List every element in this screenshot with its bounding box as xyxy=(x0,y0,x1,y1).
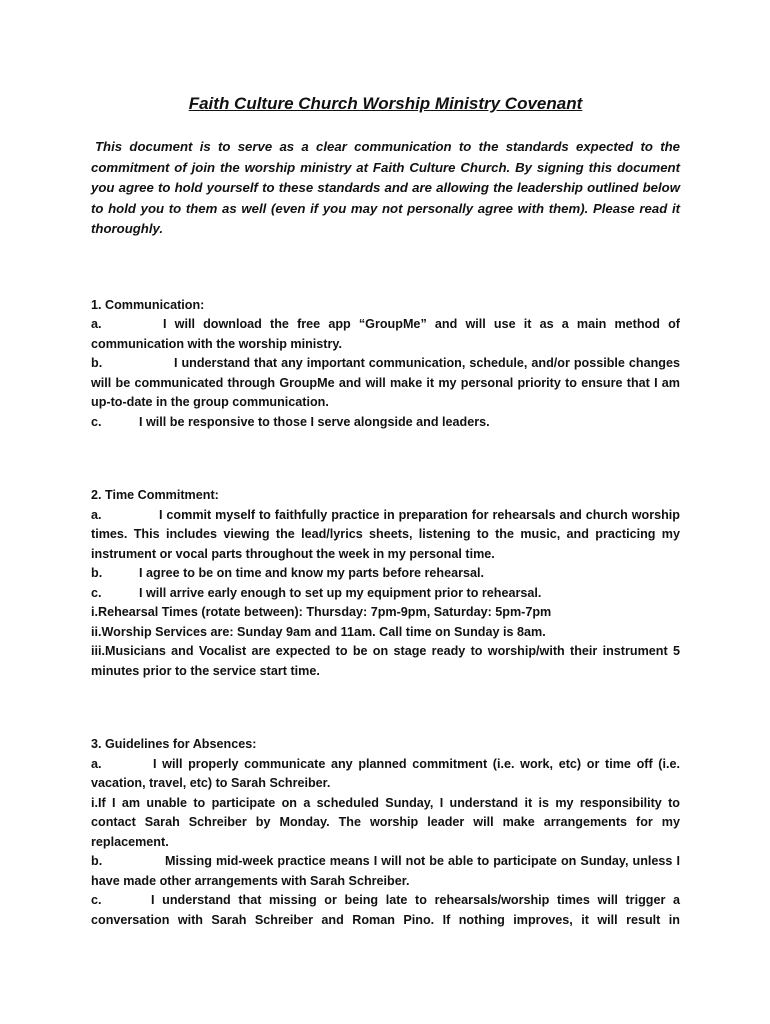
item-text: I agree to be on time and know my parts before rehearsal. xyxy=(139,566,485,581)
section-communication xyxy=(91,296,680,433)
item-text: I will download the free app “GroupMe” and will use it as a main method of communication with the worship ministry. xyxy=(91,317,680,351)
item-marker: a. xyxy=(91,317,102,332)
item-marker: b. xyxy=(91,566,103,581)
item-marker: c. xyxy=(91,414,102,429)
section-time-commitment xyxy=(91,486,680,681)
list-item xyxy=(91,354,680,413)
section-absences xyxy=(91,735,680,930)
section-heading: 2. Time Commitment: xyxy=(91,488,219,503)
section-heading: 3. Guidelines for Absences: xyxy=(91,737,257,752)
item-text: I understand that missing or being late to rehearsals/worship times will trigger a conversation with Sarah Schreiber and Roman Pino. If nothing improves, it will result in xyxy=(91,893,680,927)
list-item xyxy=(91,755,680,794)
item-marker: c. xyxy=(91,893,102,908)
item-marker: a. xyxy=(91,756,102,771)
sub-item: ii.Worship Services are: Sunday 9am and 11am. Call time on Sunday is 8am. xyxy=(91,624,546,639)
intro-paragraph: This document is to serve as a clear communication to the standards expected to the commitment of join the worship ministry at Faith Culture Church. By signing this document you agree to hold yourself to these standards and are allowing the leadership outlined below to hold you to them as well (even if you may not personally agree with them). Please read it thoroughly. xyxy=(91,139,680,237)
list-item xyxy=(91,584,680,604)
item-marker: b. xyxy=(91,356,103,371)
document-page xyxy=(91,93,680,930)
document-title: Faith Culture Church Worship Ministry Covenant xyxy=(188,94,583,113)
list-item xyxy=(91,564,680,584)
list-item xyxy=(91,315,680,354)
item-marker: b. xyxy=(91,854,103,869)
item-text: I commit myself to faithfully practice in preparation for rehearsals and church worship times. This includes viewing the lead/lyrics sheets, listening to the music, and practicing my instrument or vocal parts throughout the week in my personal time. xyxy=(91,507,680,561)
item-text: I will be responsive to those I serve alongside and leaders. xyxy=(139,414,490,429)
sub-item: iii.Musicians and Vocalist are expected to be on stage ready to worship/with their instrument 5 minutes prior to the service start time. xyxy=(91,644,680,678)
list-item xyxy=(91,891,680,930)
item-text: Missing mid-week practice means I will not be able to participate on Sunday, unless I have made other arrangements with Sarah Schreiber. xyxy=(91,854,680,888)
item-text: I understand that any important communication, schedule, and/or possible changes will be communicated through GroupMe and will make it my personal priority to ensure that I am up-to-date in the group communication. xyxy=(91,356,680,410)
list-item xyxy=(91,413,680,433)
section-heading: 1. Communication: xyxy=(91,297,205,312)
item-marker: a. xyxy=(91,507,102,522)
list-item xyxy=(91,852,680,891)
item-marker: c. xyxy=(91,585,102,600)
item-text: I will arrive early enough to set up my equipment prior to rehearsal. xyxy=(139,585,542,600)
sub-item: i.Rehearsal Times (rotate between): Thursday: 7pm-9pm, Saturday: 5pm-7pm xyxy=(91,605,552,620)
list-item xyxy=(91,506,680,565)
item-text: I will properly communicate any planned commitment (i.e. work, etc) or time off (i.e. vacation, travel, etc) to Sarah Schreiber. xyxy=(91,756,680,791)
sub-item: i.If I am unable to participate on a scheduled Sunday, I understand it is my responsibility to contact Sarah Schreiber by Monday. The worship leader will make arrangements for my replacement. xyxy=(91,795,680,849)
